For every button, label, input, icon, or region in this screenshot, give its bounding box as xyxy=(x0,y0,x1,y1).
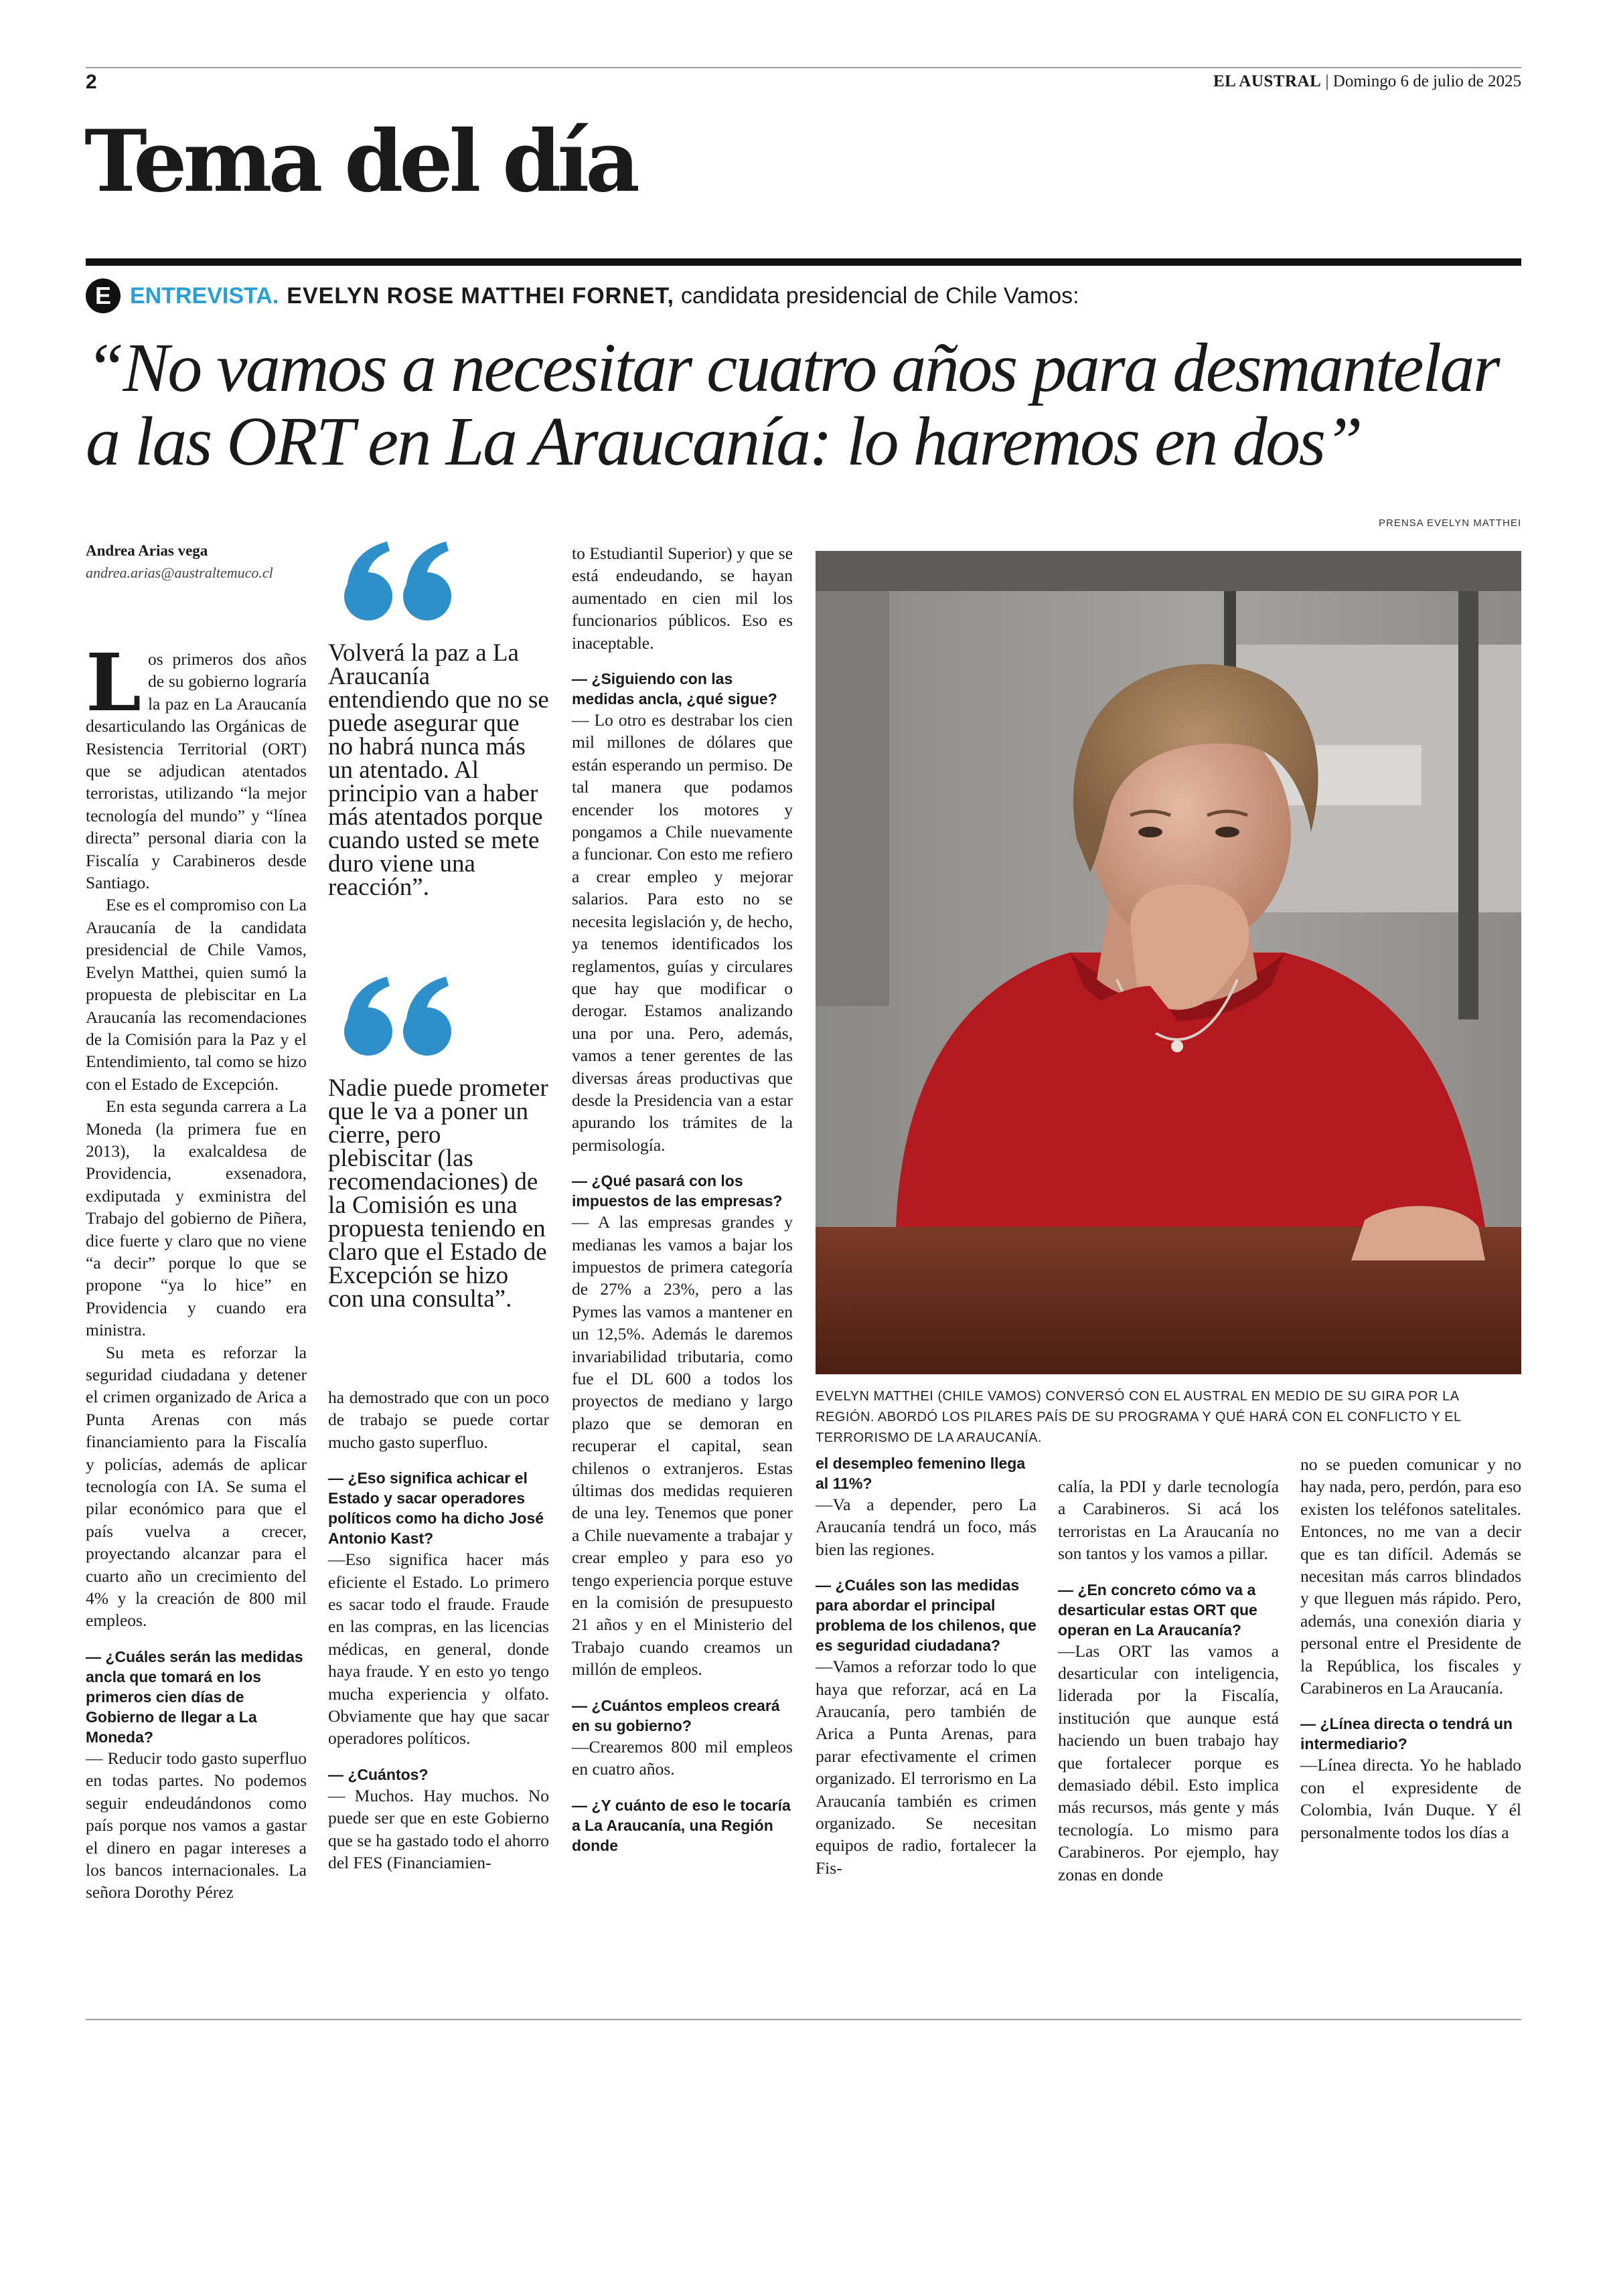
paragraph: —Las ORT las vamos a desarticular con inteligencia, liderada por la Fiscalía, institución que aunque está haciendo un buen trabajo hay que fortalecer porque es demasiado débil. Esto implica más recursos, más gente y más tecnología. Lo mismo para Carabineros. Por ejemplo, hay zonas en donde xyxy=(1058,1641,1279,1884)
interview-question: — ¿Cuántos empleos creará en su gobierno? xyxy=(572,1696,780,1734)
lead-paragraph xyxy=(86,636,307,894)
interview-question: — ¿Siguiendo con las medidas ancla, ¿qué sigue? xyxy=(572,670,777,708)
paragraph: ha demostrado que con un poco de trabajo se puede cortar mucho gasto superfluo. xyxy=(328,1388,549,1452)
interviewee-name: EVELYN ROSE MATTHEI FORNET, xyxy=(287,282,674,309)
paragraph: En esta segunda carrera a La Moneda (la primera fue en 2013), la exalcaldesa de Providencia, exsenadora, exdiputada y exministra del Trabajo del gobierno de Piñera, dice fuerte y claro que no viene “a decir” porque lo que se propone “ya lo hice” en Providencia y cuando era ministra. xyxy=(86,1096,307,1340)
interview-question: — ¿Y cuánto de eso le tocaría a La Araucanía, una Región donde xyxy=(572,1796,791,1854)
interview-question: — ¿En concreto cómo va a desarticular estas ORT que operan en La Araucanía? xyxy=(1058,1580,1257,1639)
paragraph: — A las empresas grandes y medianas les vamos a bajar los impuestos de primera categoría de 27% a 23%, pero a las Pymes las vamos a mantener en un 12,5%. Además le daremos invariabilidad tributaria, como fue el DL 600 a todos los proyectos de mediano y largo plazo que se demoran en recuperar el capital, sean chilenos o extranjeros. Estas últimas dos medidas requieren de una ley. Tenemos que poner a Chile nuevamente a trabajar y crear empleo y para eso yo tengo experiencia porque estuve en la comisión de presupuesto 21 años y en el Ministerio del Trabajo cuando creamos un millón de empleos. xyxy=(572,1212,793,1679)
text-column-6 xyxy=(1300,1453,1521,1843)
paragraph: —Línea directa. Yo he hablado con el expresidente de Colombia, Iván Duque. Y él personalmente todos los días a xyxy=(1300,1755,1521,1842)
paragraph: — Muchos. Hay muchos. No puede ser que en este Gobierno que se ha gastado todo el ahorro del FES (Financiamien- xyxy=(328,1785,549,1873)
paragraph: no se pueden comunicar y no hay nada, pero, perdón, para eso existen los teléfonos satelitales. Entonces, no me van a decir que es tan difícil. Además se necesitan más carros blindados y que lleguen más rápido. Pero, además, una conexión diaria y personal entre el Presidente de la República, los fiscales y Carabineros en La Araucanía. xyxy=(1300,1455,1521,1698)
candidate-photo xyxy=(816,551,1521,1374)
text-column-2 xyxy=(328,1386,549,1874)
open-quote-icon xyxy=(341,539,459,622)
byline-email[interactable]: andrea.arias@australtemuco.cl xyxy=(86,564,273,581)
interview-question: — ¿Cuántos? xyxy=(328,1765,429,1783)
issue-date: Domingo 6 de julio de 2025 xyxy=(1332,72,1521,90)
photo-credit: PRENSA EVELYN MATTHEI xyxy=(1379,517,1521,529)
paragraph: —Vamos a reforzar todo lo que haya que reforzar, acá en La Araucanía, pero también de Arica a Punta Arenas, para parar efectivamente el crimen organizado. El terrorismo en La Araucanía también es crimen organizado. Se necesitan equipos de radio, fortalecer la Fis- xyxy=(816,1657,1037,1878)
portrait-illustration xyxy=(816,551,1521,1374)
pull-quote-1: Volverá la paz a La Araucanía entendiendo que no se puede asegurar que no habrá nunca más un atentado. Al principio van a haber más atentados porque cuando usted se mete duro viene una reacción”. xyxy=(328,639,549,901)
open-quote-icon xyxy=(341,974,459,1057)
photo-caption: EVELYN MATTHEI (CHILE VAMOS) CONVERSÓ CON EL AUSTRAL EN MEDIO DE SU GIRA POR LA REGIÓN. ABORDÓ LOS PILARES PAÍS DE SU PROGRAMA Y QUÉ HARÁ CON EL CONFLICTO Y EL TERRORISMO DE LA ARAUCANÍA. xyxy=(816,1389,1461,1445)
paragraph: —Crearemos 800 mil empleos en cuatro años. xyxy=(572,1736,793,1779)
interview-question: — ¿Eso significa achicar el Estado y sacar operadores políticos como ha dicho José Antonio Kast? xyxy=(328,1469,544,1548)
text-column-5 xyxy=(1058,1475,1279,1886)
paragraph: —Va a depender, pero La Araucanía tendrá un foco, más bien las regiones. xyxy=(816,1495,1037,1559)
page-number: 2 xyxy=(86,71,97,93)
interview-question: — ¿Cuáles serán las medidas ancla que tomará en los primeros cien días de Gobierno de llegar a La Moneda? xyxy=(86,1647,303,1746)
interview-question: — ¿Línea directa o tendrá un intermediario? xyxy=(1300,1715,1513,1753)
header-separator: | xyxy=(1321,72,1333,90)
text-column-3 xyxy=(572,542,793,1856)
interview-badge-icon: E xyxy=(86,278,121,313)
paper-info xyxy=(1213,72,1521,91)
text-column-1 xyxy=(86,636,307,1904)
paragraph: Ese es el compromiso con La Araucanía de la candidata presidencial de Chile Vamos, Evelyn Matthei, quien sumó la propuesta de plebiscitar en La Araucanía las recomendaciones de la Comisión para la Paz y el Entendimiento, tal como se hizo con el Estado de Excepción. xyxy=(86,895,307,1094)
paragraph: Su meta es reforzar la seguridad ciudadana y detener el crimen organizado de Arica a Punta Arenas con más financiamiento para la Fiscalía y policías, además de aplicar tecnología con IA. Se suma el pilar económico para que el país vuelva a crecer, proyectando alcanzar para el cuarto año un crecimiento del 4% y la creación de 800 mil empleos. xyxy=(86,1342,307,1631)
paper-name: EL AUSTRAL xyxy=(1213,72,1322,90)
drop-cap: L xyxy=(86,636,141,729)
lead-text: os primeros dos años de su gobierno lograría la paz en La Araucanía desarticulando las Orgánicas de Resistencia Territorial (ORT) que se adjudican atentados terroristas, utilizando “la mejor tecnología del mundo” y “línea directa” personal diaria con la Fiscalía y Carabineros desde Santiago. xyxy=(86,649,307,893)
kicker-label: ENTREVISTA. xyxy=(130,282,279,309)
interview-question: el desempleo femenino llega al 11%? xyxy=(816,1455,1026,1492)
section-rule xyxy=(86,258,1521,266)
interview-question: — ¿Qué pasará con los impuestos de las empresas? xyxy=(572,1172,783,1210)
paragraph: to Estudiantil Superior) y que se está endeudando, se hayan aumentado en cien mil los funcionarios públicos. Eso es inaceptable. xyxy=(572,544,793,653)
paragraph: — Reducir todo gasto superfluo en todas partes. No podemos seguir endeudándonos como país porque nos vamos a gastar el dinero en pagar intereses a los bancos internacionales. La señora Dorothy Pérez xyxy=(86,1748,307,1902)
pull-quote-2: Nadie puede prometer que le va a poner un cierre, pero plebiscitar (las recomendaciones) de la Comisión es una propuesta teniendo en claro que el Estado de Excepción se hizo con una consulta”. xyxy=(328,1074,548,1313)
paragraph: calía, la PDI y darle tecnología a Carabineros. Si acá los terroristas en La Araucanía no son tantos y los vamos a pillar. xyxy=(1058,1477,1279,1564)
section-title: Tema del día xyxy=(84,112,636,211)
paragraph: —Eso significa hacer más eficiente el Estado. Lo primero es sacar todo el fraude. Fraude en las compras, en las licencias médicas, en general, donde haya fraude. Y en esto yo tengo mucha experiencia y olfato. Obviamente que hay que sacar operadores políticos. xyxy=(328,1550,549,1748)
headline: “No vamos a necesitar cuatro años para desmantelar a las ORT en La Araucanía: lo haremos en dos” xyxy=(86,329,1499,480)
interviewee-role: candidata presidencial de Chile Vamos: xyxy=(680,282,1079,309)
top-rule xyxy=(86,67,1521,68)
paragraph: — Lo otro es destrabar los cien mil millones de dólares que están esperando un permiso. De tal manera que podamos encender los motores y pongamos a Chile nuevamente a funcionar. Con esto me refiero a crear empleo y mejorar salarios. Para esto no se necesita legislación y, de hecho, ya tenemos identificados los reglamentos, guías y circulares que hay que modificar o derogar. Estamos analizando una por una. Pero, además, vamos a tener gerentes de las diversas áreas productivas que desde la Presidencia van a estar apurando los trámites de la permisología. xyxy=(572,710,793,1155)
bottom-rule xyxy=(86,2019,1521,2020)
text-column-4 xyxy=(816,1453,1037,1879)
interview-question: — ¿Cuáles son las medidas para abordar el principal problema de los chilenos, que es seguridad ciudadana? xyxy=(816,1576,1037,1655)
byline-author: Andrea Arias vega xyxy=(86,542,208,559)
kicker xyxy=(86,276,1079,316)
